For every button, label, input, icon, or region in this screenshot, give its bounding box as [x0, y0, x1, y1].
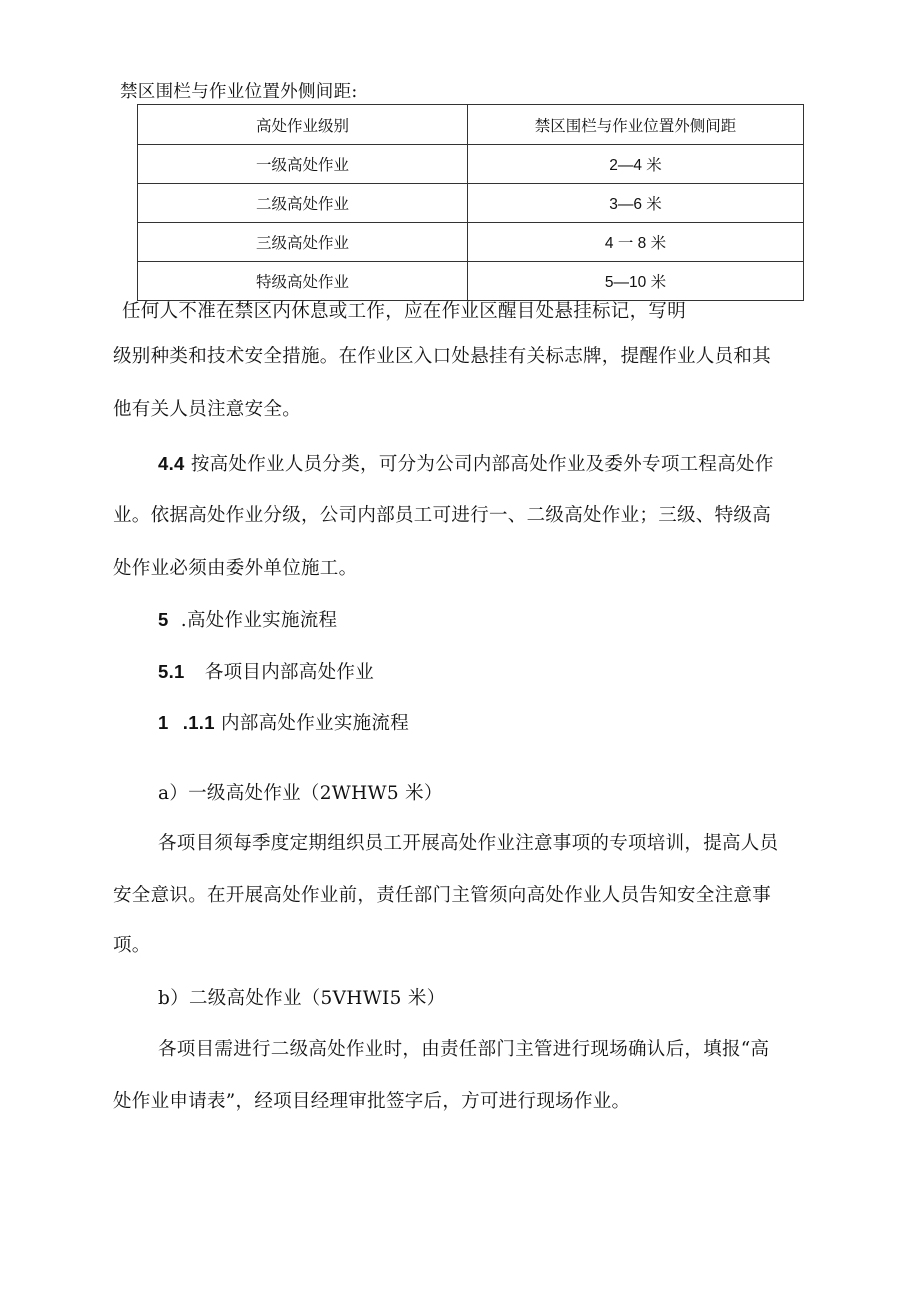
table-intro: 禁区围栏与作业位置外侧间距:	[120, 82, 358, 102]
heading-5	[158, 608, 337, 633]
section-number: 4.4	[158, 453, 185, 474]
table-row	[138, 223, 804, 262]
level-cell: 特级高处作业	[138, 262, 468, 301]
level-cell: 三级高处作业	[138, 223, 468, 262]
section-paragraph-4-4	[158, 452, 774, 477]
paragraph-line: 处作业申请表”，经项目经理审批签字后，方可进行现场作业。	[113, 1091, 631, 1112]
header-level: 高处作业级别	[138, 105, 468, 145]
heading-text: 各项目内部高处作业	[204, 662, 375, 683]
heading-text: .高处作业实施流程	[180, 610, 338, 631]
paragraph-line: 处作业必须由委外单位施工。	[113, 558, 358, 579]
table-row	[138, 184, 804, 223]
paragraph-text: 按高处作业人员分类，可分为公司内部高处作业及委外专项工程高处作	[190, 454, 774, 475]
table-row	[138, 262, 804, 301]
distance-cell: 2—4 米	[468, 145, 804, 184]
heading-number-suffix: .1.1	[182, 712, 215, 733]
header-distance: 禁区围栏与作业位置外侧间距	[468, 105, 804, 145]
paragraph-line: 业。依据高处作业分级，公司内部员工可进行一、二级高处作业；三级、特级高	[113, 505, 772, 526]
heading-number: 1	[158, 712, 169, 733]
paragraph-line: 安全意识。在开展高处作业前，责任部门主管须向高处作业人员告知安全注意事	[113, 885, 772, 906]
distance-cell: 3—6 米	[468, 184, 804, 223]
level-cell: 二级高处作业	[138, 184, 468, 223]
distance-cell: 5—10 米	[468, 262, 804, 301]
item-b-title: b）二级高处作业（5VHWI5 米）	[158, 988, 446, 1009]
paragraph-line: 他有关人员注意安全。	[113, 399, 302, 420]
heading-5-1	[158, 660, 374, 685]
heading-number: 5.1	[158, 661, 185, 682]
paragraph-line: 项。	[113, 935, 151, 956]
table-header-row	[138, 105, 804, 145]
level-cell: 一级高处作业	[138, 145, 468, 184]
paragraph-line: 各项目须每季度定期组织员工开展高处作业注意事项的专项培训，提高人员	[158, 833, 779, 854]
heading-text: 内部高处作业实施流程	[221, 713, 410, 734]
item-a-title: a）一级高处作业（2WHW5 米）	[158, 783, 443, 804]
paragraph-line: 级别种类和技术安全措施。在作业区入口处悬挂有关标志牌，提醒作业人员和其	[113, 346, 772, 367]
heading-5-1-1	[158, 711, 409, 736]
paragraph-line: 任何人不准在禁区内休息或工作，应在作业区醒目处悬挂标记，写明	[122, 301, 687, 322]
fence-distance-table	[137, 104, 804, 301]
distance-cell: 4 一 8 米	[468, 223, 804, 262]
paragraph-line: 各项目需进行二级高处作业时，由责任部门主管进行现场确认后，填报“高	[158, 1039, 770, 1060]
table-row	[138, 145, 804, 184]
heading-number: 5	[158, 609, 169, 630]
